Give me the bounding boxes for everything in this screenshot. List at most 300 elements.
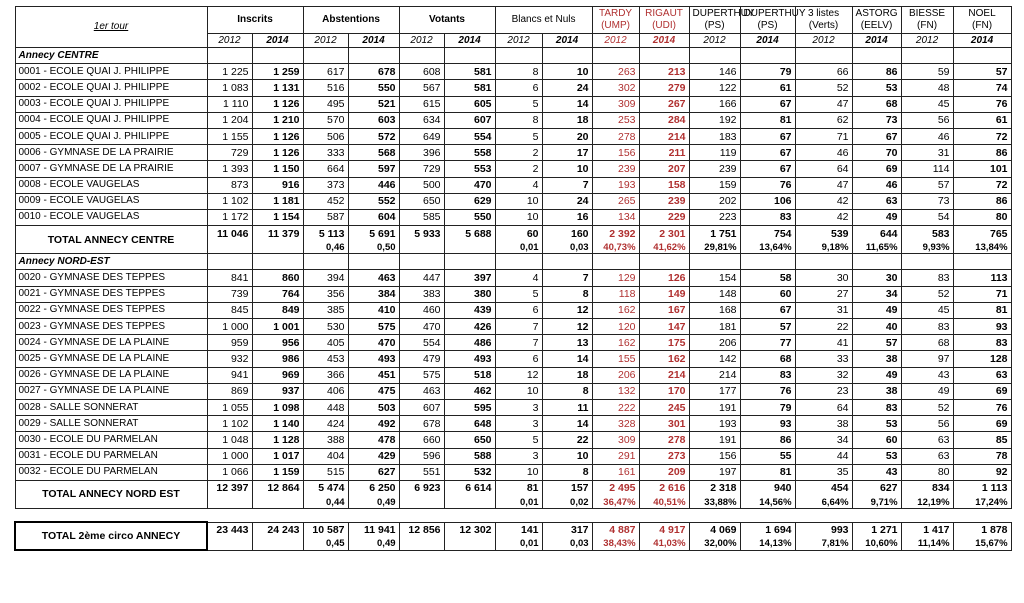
year-header: 2012	[303, 34, 348, 48]
value-cell: 7	[542, 177, 592, 193]
value-cell: 1 181	[252, 193, 303, 209]
percent-value: 0,44	[303, 496, 348, 509]
percent-value	[399, 496, 444, 509]
value-cell: 14	[542, 96, 592, 112]
value-cell: 1 154	[252, 209, 303, 225]
value-cell: 729	[399, 161, 444, 177]
candidate-name: 3 listes	[807, 8, 840, 19]
percent-value: 9,71%	[852, 496, 901, 509]
value-cell: 24	[542, 193, 592, 209]
year-header: 2012	[399, 34, 444, 48]
value-cell: 239	[689, 161, 740, 177]
percent-value: 0,01	[495, 538, 542, 551]
value-cell: 492	[348, 416, 399, 432]
candidate-name: TARDY	[598, 8, 633, 19]
value-cell: 650	[444, 432, 495, 448]
value-cell: 159	[689, 177, 740, 193]
value-cell: 1 102	[207, 416, 252, 432]
candidate-party: (PS)	[757, 20, 778, 31]
value-cell: 506	[303, 128, 348, 144]
value-cell: 239	[639, 193, 689, 209]
value-cell: 76	[953, 96, 1011, 112]
percent-value: 11,14%	[901, 538, 953, 551]
value-cell: 447	[399, 270, 444, 286]
value-cell: 44	[795, 448, 852, 464]
empty-cell	[901, 48, 953, 64]
total-row	[15, 226, 1011, 242]
total-row	[15, 522, 1011, 538]
value-cell: 521	[348, 96, 399, 112]
value-cell: 57	[953, 64, 1011, 80]
polling-station-name: 0030 - ECOLE DU PARMELAN	[15, 432, 207, 448]
empty-cell	[852, 48, 901, 64]
value-cell: 6	[495, 351, 542, 367]
value-cell: 263	[592, 64, 639, 80]
value-cell: 568	[348, 145, 399, 161]
value-cell: 31	[901, 145, 953, 161]
total-value: 157	[542, 480, 592, 496]
value-cell: 12	[495, 367, 542, 383]
value-cell: 956	[252, 335, 303, 351]
value-cell: 18	[542, 112, 592, 128]
total-label: TOTAL ANNECY CENTRE	[15, 226, 207, 254]
value-cell: 147	[639, 319, 689, 335]
value-cell: 158	[639, 177, 689, 193]
value-cell: 530	[303, 319, 348, 335]
value-cell: 1 001	[252, 319, 303, 335]
section-header-row	[15, 254, 1011, 270]
percent-value	[207, 538, 252, 551]
value-cell: 192	[689, 112, 740, 128]
value-cell: 273	[639, 448, 689, 464]
empty-cell	[795, 254, 852, 270]
value-cell: 52	[795, 80, 852, 96]
value-cell: 1 126	[252, 128, 303, 144]
value-cell: 301	[639, 416, 689, 432]
value-cell: 6	[495, 302, 542, 318]
total-value: 2 616	[639, 480, 689, 496]
value-cell: 608	[399, 64, 444, 80]
value-cell: 155	[592, 351, 639, 367]
value-cell: 486	[444, 335, 495, 351]
value-cell: 146	[689, 64, 740, 80]
value-cell: 83	[901, 319, 953, 335]
value-cell: 162	[592, 335, 639, 351]
table-row	[15, 367, 1011, 383]
value-cell: 213	[639, 64, 689, 80]
polling-station-name: 0032 - ECOLE DU PARMELAN	[15, 464, 207, 480]
value-cell: 106	[740, 193, 795, 209]
value-cell: 156	[592, 145, 639, 161]
value-cell: 588	[444, 448, 495, 464]
value-cell: 605	[444, 96, 495, 112]
empty-cell	[252, 48, 303, 64]
value-cell: 384	[348, 286, 399, 302]
value-cell: 629	[444, 193, 495, 209]
empty-cell	[303, 48, 348, 64]
year-header: 2012	[689, 34, 740, 48]
value-cell: 660	[399, 432, 444, 448]
value-cell: 6	[495, 80, 542, 96]
total-value: 1 694	[740, 522, 795, 538]
value-cell: 8	[542, 464, 592, 480]
value-cell: 86	[740, 432, 795, 448]
value-cell: 10	[495, 209, 542, 225]
value-cell: 1 225	[207, 64, 252, 80]
polling-station-name: 0010 - ECOLE VAUGELAS	[15, 209, 207, 225]
value-cell: 607	[399, 399, 444, 415]
value-cell: 470	[444, 177, 495, 193]
year-header: 2014	[852, 34, 901, 48]
candidate-party: (FN)	[972, 20, 993, 31]
total-value: 11 379	[252, 226, 303, 242]
total-row	[15, 480, 1011, 496]
value-cell: 120	[592, 319, 639, 335]
table-row	[15, 351, 1011, 367]
value-cell: 170	[639, 383, 689, 399]
value-cell: 85	[953, 432, 1011, 448]
polling-station-name: 0004 - ECOLE QUAI J. PHILIPPE	[15, 112, 207, 128]
total-value: 141	[495, 522, 542, 538]
total-value: 11 941	[348, 522, 399, 538]
value-cell: 56	[901, 112, 953, 128]
value-cell: 333	[303, 145, 348, 161]
value-cell: 493	[348, 351, 399, 367]
value-cell: 515	[303, 464, 348, 480]
value-cell: 83	[740, 367, 795, 383]
value-cell: 1 017	[252, 448, 303, 464]
candidate-party: (Verts)	[808, 20, 839, 31]
candidate-header	[901, 7, 953, 34]
value-cell: 604	[348, 209, 399, 225]
value-cell: 86	[953, 145, 1011, 161]
total-value: 60	[495, 226, 542, 242]
empty-cell	[953, 48, 1011, 64]
value-cell: 572	[348, 128, 399, 144]
total-value: 1 878	[953, 522, 1011, 538]
value-cell: 52	[901, 286, 953, 302]
tour-label: 1er tour	[15, 7, 207, 48]
value-cell: 40	[852, 319, 901, 335]
value-cell: 46	[795, 145, 852, 161]
value-cell: 47	[795, 96, 852, 112]
value-cell: 53	[852, 80, 901, 96]
value-cell: 550	[444, 209, 495, 225]
value-cell: 207	[639, 161, 689, 177]
value-cell: 66	[795, 64, 852, 80]
value-cell: 627	[348, 464, 399, 480]
value-cell: 69	[953, 383, 1011, 399]
value-cell: 516	[303, 80, 348, 96]
value-cell: 118	[592, 286, 639, 302]
value-cell: 193	[592, 177, 639, 193]
empty-cell	[852, 254, 901, 270]
value-cell: 101	[953, 161, 1011, 177]
section-title: Annecy NORD-EST	[15, 254, 207, 270]
value-cell: 38	[852, 351, 901, 367]
candidate-party: (UMP)	[601, 20, 630, 31]
total-value: 23 443	[207, 522, 252, 538]
value-cell: 380	[444, 286, 495, 302]
value-cell: 7	[495, 335, 542, 351]
value-cell: 309	[592, 96, 639, 112]
total-value: 1 271	[852, 522, 901, 538]
value-cell: 932	[207, 351, 252, 367]
value-cell: 83	[901, 270, 953, 286]
total-value: 12 864	[252, 480, 303, 496]
table-row	[15, 64, 1011, 80]
value-cell: 52	[901, 399, 953, 415]
value-cell: 388	[303, 432, 348, 448]
value-cell: 5	[495, 96, 542, 112]
percent-value: 41,62%	[639, 241, 689, 254]
polling-station-name: 0026 - GYMNASE DE LA PLAINE	[15, 367, 207, 383]
total-value: 583	[901, 226, 953, 242]
value-cell: 93	[953, 319, 1011, 335]
total-value: 5 474	[303, 480, 348, 496]
percent-value: 0,49	[348, 538, 399, 551]
value-cell: 156	[689, 448, 740, 464]
value-cell: 38	[795, 416, 852, 432]
value-cell: 302	[592, 80, 639, 96]
value-cell: 54	[901, 209, 953, 225]
candidate-name: RIGAUT	[645, 8, 683, 19]
value-cell: 63	[852, 193, 901, 209]
candidate-header	[592, 7, 639, 34]
value-cell: 1 098	[252, 399, 303, 415]
total-value: 160	[542, 226, 592, 242]
value-cell: 20	[542, 128, 592, 144]
value-cell: 7	[542, 270, 592, 286]
candidate-party: (FN)	[917, 20, 938, 31]
value-cell: 114	[901, 161, 953, 177]
total-value: 2 495	[592, 480, 639, 496]
value-cell: 495	[303, 96, 348, 112]
value-cell: 567	[399, 80, 444, 96]
value-cell: 209	[639, 464, 689, 480]
table-row	[15, 177, 1011, 193]
value-cell: 1 102	[207, 193, 252, 209]
value-cell: 59	[901, 64, 953, 80]
total-value: 5 691	[348, 226, 399, 242]
percent-value: 17,24%	[953, 496, 1011, 509]
percent-value: 0,03	[542, 538, 592, 551]
total-value: 6 250	[348, 480, 399, 496]
section-title: Annecy CENTRE	[15, 48, 207, 64]
value-cell: 253	[592, 112, 639, 128]
value-cell: 154	[689, 270, 740, 286]
percent-value: 13,84%	[953, 241, 1011, 254]
empty-cell	[542, 254, 592, 270]
value-cell: 451	[348, 367, 399, 383]
value-cell: 81	[740, 112, 795, 128]
candidate-name: BIESSE	[908, 8, 946, 19]
value-cell: 869	[207, 383, 252, 399]
value-cell: 48	[901, 80, 953, 96]
percent-value	[252, 538, 303, 551]
total-value: 940	[740, 480, 795, 496]
value-cell: 211	[639, 145, 689, 161]
percent-value: 0,03	[542, 241, 592, 254]
polling-station-name: 0031 - ECOLE DU PARMELAN	[15, 448, 207, 464]
candidate-name: ASTORG	[855, 8, 898, 19]
value-cell: 67	[852, 128, 901, 144]
total-value: 11 046	[207, 226, 252, 242]
value-cell: 68	[901, 335, 953, 351]
percent-value	[207, 496, 252, 509]
percent-value: 11,65%	[852, 241, 901, 254]
value-cell: 10	[542, 64, 592, 80]
value-cell: 67	[740, 145, 795, 161]
total-value: 1 751	[689, 226, 740, 242]
value-cell: 11	[542, 399, 592, 415]
table-row	[15, 209, 1011, 225]
value-cell: 729	[207, 145, 252, 161]
percent-value: 33,88%	[689, 496, 740, 509]
value-cell: 1 066	[207, 464, 252, 480]
value-cell: 206	[689, 335, 740, 351]
value-cell: 73	[901, 193, 953, 209]
value-cell: 849	[252, 302, 303, 318]
empty-cell	[740, 48, 795, 64]
empty-cell	[639, 48, 689, 64]
value-cell: 53	[852, 448, 901, 464]
value-cell: 73	[852, 112, 901, 128]
table-row	[15, 319, 1011, 335]
total-value: 24 243	[252, 522, 303, 538]
value-cell: 49	[852, 367, 901, 383]
value-cell: 470	[348, 335, 399, 351]
value-cell: 86	[852, 64, 901, 80]
value-cell: 873	[207, 177, 252, 193]
value-cell: 463	[348, 270, 399, 286]
value-cell: 214	[639, 367, 689, 383]
percent-value: 29,81%	[689, 241, 740, 254]
value-cell: 97	[901, 351, 953, 367]
value-cell: 13	[542, 335, 592, 351]
value-cell: 16	[542, 209, 592, 225]
total-value: 765	[953, 226, 1011, 242]
percent-value	[252, 496, 303, 509]
value-cell: 22	[795, 319, 852, 335]
value-cell: 181	[689, 319, 740, 335]
total-value: 4 887	[592, 522, 639, 538]
percent-value: 12,19%	[901, 496, 953, 509]
polling-station-name: 0022 - GYMNASE DES TEPPES	[15, 302, 207, 318]
percent-value: 40,73%	[592, 241, 639, 254]
value-cell: 134	[592, 209, 639, 225]
value-cell: 1 083	[207, 80, 252, 96]
candidate-party: (PS)	[704, 20, 725, 31]
table-row	[15, 96, 1011, 112]
value-cell: 34	[852, 286, 901, 302]
value-cell: 83	[740, 209, 795, 225]
value-cell: 426	[444, 319, 495, 335]
value-cell: 12	[542, 302, 592, 318]
total-value: 993	[795, 522, 852, 538]
value-cell: 222	[592, 399, 639, 415]
candidate-party: (UDI)	[652, 20, 676, 31]
value-cell: 634	[399, 112, 444, 128]
polling-station-name: 0009 - ECOLE VAUGELAS	[15, 193, 207, 209]
value-cell: 5	[495, 128, 542, 144]
percent-value: 0,02	[542, 496, 592, 509]
value-cell: 397	[444, 270, 495, 286]
value-cell: 168	[689, 302, 740, 318]
value-cell: 860	[252, 270, 303, 286]
value-cell: 8	[542, 383, 592, 399]
table-row	[15, 448, 1011, 464]
empty-cell	[495, 254, 542, 270]
total-value: 12 397	[207, 480, 252, 496]
value-cell: 462	[444, 383, 495, 399]
empty-cell	[740, 254, 795, 270]
value-cell: 49	[901, 383, 953, 399]
value-cell: 10	[495, 383, 542, 399]
value-cell: 68	[740, 351, 795, 367]
total-value: 4 069	[689, 522, 740, 538]
percent-value: 0,45	[303, 538, 348, 551]
percent-value	[399, 538, 444, 551]
value-cell: 373	[303, 177, 348, 193]
value-cell: 57	[901, 177, 953, 193]
value-cell: 596	[399, 448, 444, 464]
value-cell: 64	[795, 161, 852, 177]
value-cell: 57	[852, 335, 901, 351]
value-cell: 551	[399, 464, 444, 480]
empty-cell	[592, 254, 639, 270]
total-label: TOTAL ANNECY NORD EST	[15, 480, 207, 508]
value-cell: 1 000	[207, 319, 252, 335]
empty-cell	[639, 254, 689, 270]
value-cell: 79	[740, 399, 795, 415]
value-cell: 63	[953, 367, 1011, 383]
value-cell: 1 000	[207, 448, 252, 464]
table-row	[15, 286, 1011, 302]
percent-value: 0,46	[303, 241, 348, 254]
total-value: 2 318	[689, 480, 740, 496]
value-cell: 279	[639, 80, 689, 96]
value-cell: 429	[348, 448, 399, 464]
value-cell: 214	[639, 128, 689, 144]
value-cell: 8	[495, 112, 542, 128]
value-cell: 22	[542, 432, 592, 448]
value-cell: 4	[495, 270, 542, 286]
section-header-row	[15, 48, 1011, 64]
value-cell: 284	[639, 112, 689, 128]
value-cell: 38	[852, 383, 901, 399]
year-header: 2014	[953, 34, 1011, 48]
year-header: 2012	[592, 34, 639, 48]
value-cell: 1 159	[252, 464, 303, 480]
value-cell: 1 172	[207, 209, 252, 225]
table-row	[15, 464, 1011, 480]
value-cell: 113	[953, 270, 1011, 286]
total-value: 754	[740, 226, 795, 242]
empty-cell	[953, 254, 1011, 270]
candidate-header	[740, 7, 806, 34]
value-cell: 5	[495, 432, 542, 448]
value-cell: 148	[689, 286, 740, 302]
value-cell: 24	[542, 80, 592, 96]
percent-value	[444, 496, 495, 509]
polling-station-name: 0003 - ECOLE QUAI J. PHILIPPE	[15, 96, 207, 112]
value-cell: 239	[592, 161, 639, 177]
value-cell: 550	[348, 80, 399, 96]
value-cell: 1 393	[207, 161, 252, 177]
percent-value: 13,64%	[740, 241, 795, 254]
value-cell: 1 204	[207, 112, 252, 128]
